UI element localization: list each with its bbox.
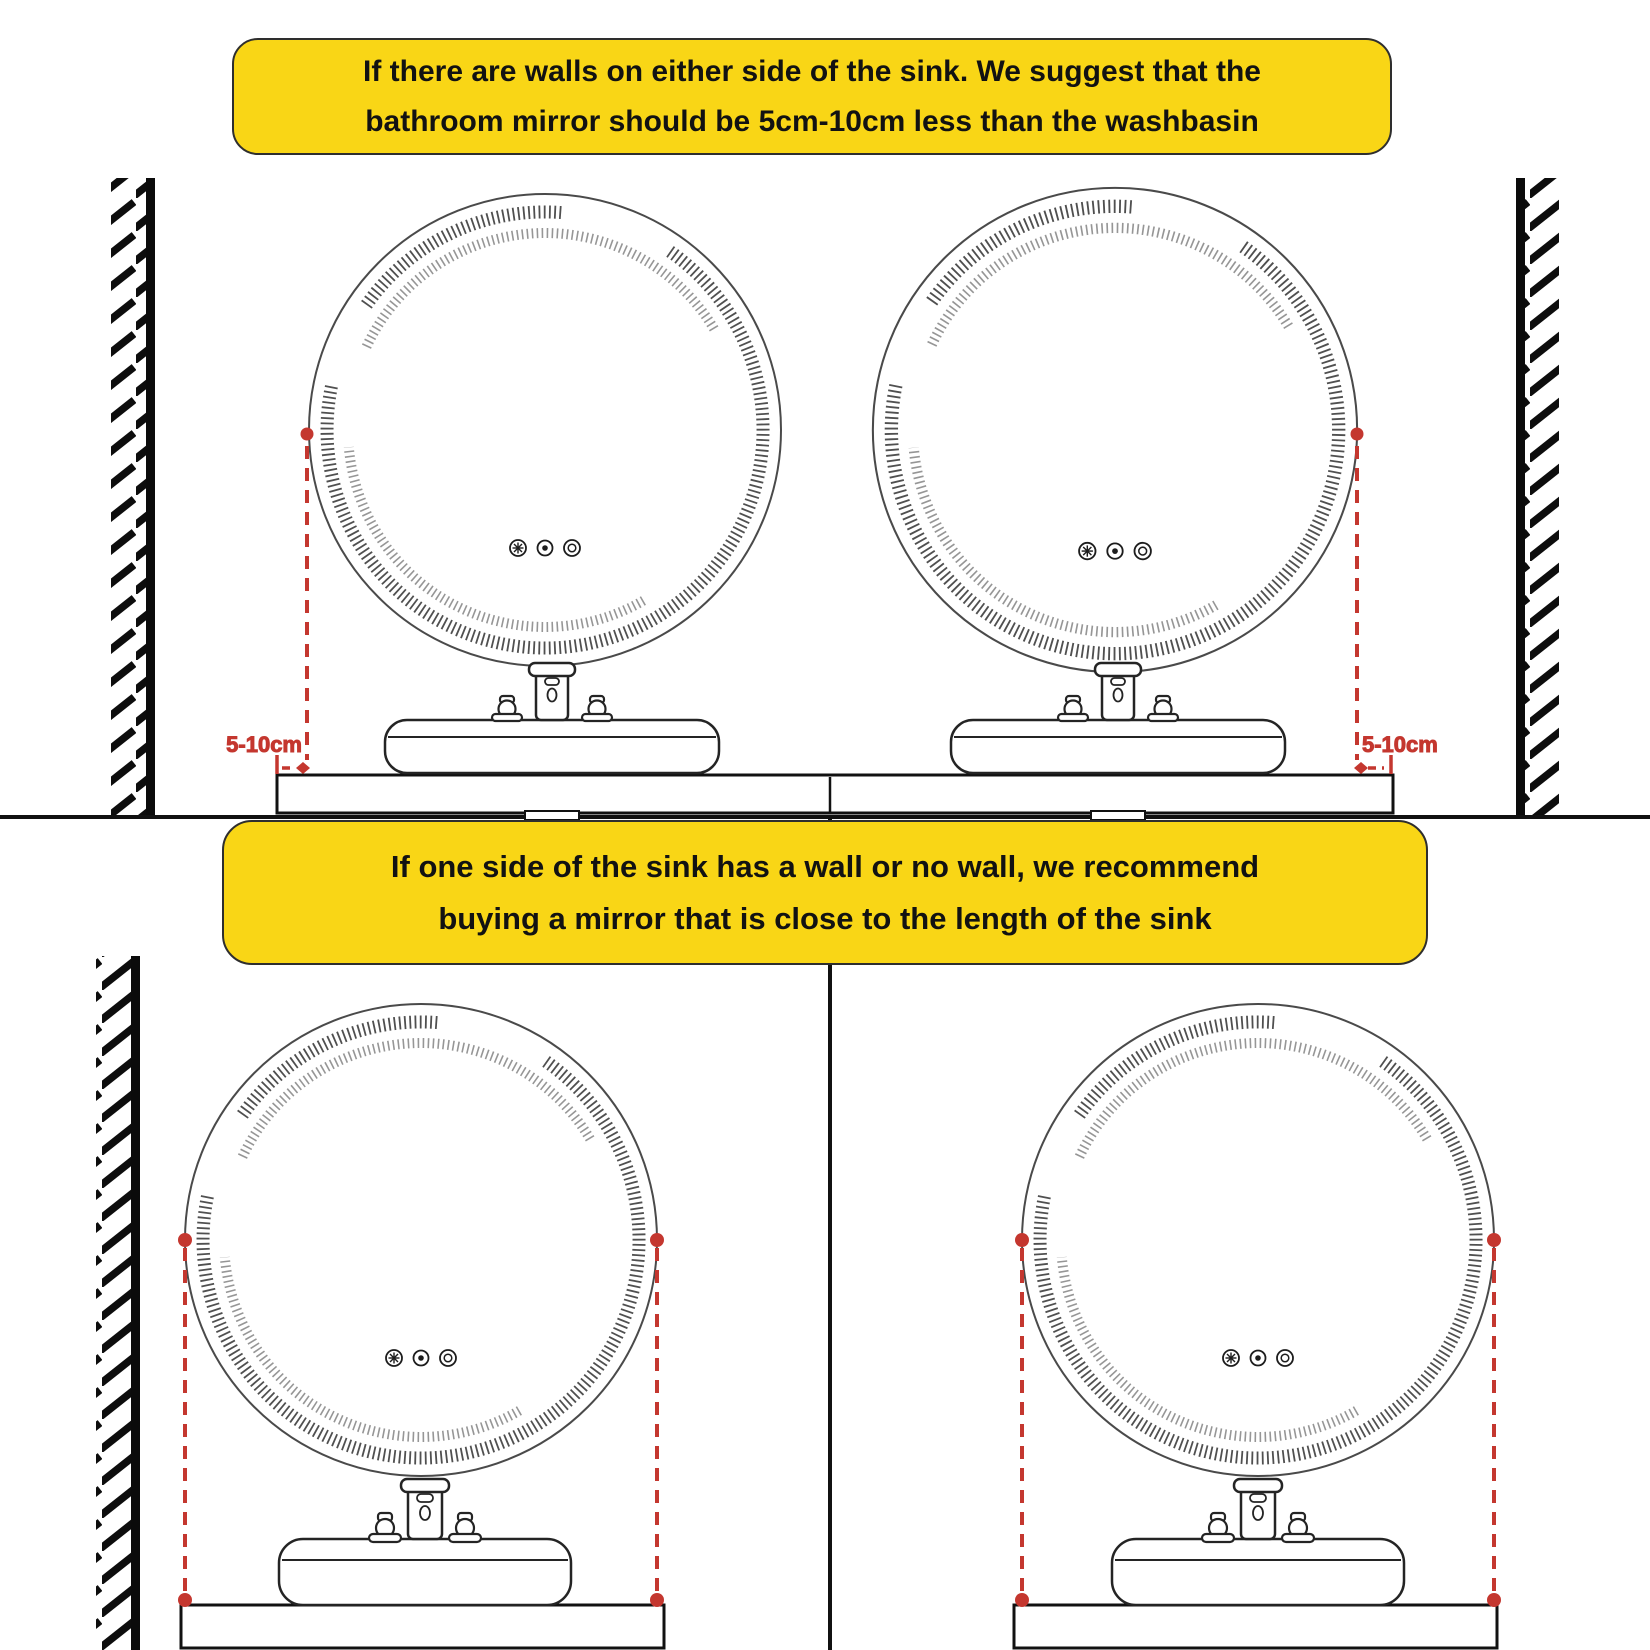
top-left-round-mirror: [309, 194, 781, 666]
mirror-edge-dot: [650, 1233, 664, 1247]
right-wall-hatching: [1525, 178, 1559, 816]
double-vanity-counter: [277, 775, 1393, 813]
mirror-edge-dot: [1015, 1233, 1029, 1247]
bottom-advice-banner: [222, 820, 1428, 965]
bottom-right-sink: [1112, 1479, 1404, 1605]
mirror-edge-dot: [1351, 428, 1364, 441]
mirror-edge-dot: [301, 428, 314, 441]
counter-dot: [178, 1593, 192, 1607]
left-wall-line: [146, 178, 155, 816]
banner-text-line: If there are walls on either side of the sink. We suggest that the: [363, 54, 1261, 88]
top-right-round-mirror: [873, 188, 1357, 672]
right-wall-line: [1516, 178, 1525, 816]
bottom-left-round-mirror: [185, 1004, 657, 1476]
top-left-sink: [385, 663, 719, 773]
counter-dot: [1487, 1593, 1501, 1607]
top-left-dimension: [226, 428, 313, 775]
gap-label: 5-10cm: [1362, 732, 1438, 757]
bottom-left-wall-hatching: [96, 956, 131, 1650]
counter-dot: [1015, 1593, 1029, 1607]
top-advice-banner: [232, 38, 1392, 155]
mirror-edge-dot: [178, 1233, 192, 1247]
left-drain-stub: [525, 811, 579, 820]
banner-text-line: bathroom mirror should be 5cm-10cm less than the washbasin: [365, 104, 1259, 138]
arrowhead: [296, 762, 310, 774]
banner-text-line: buying a mirror that is close to the length of the sink: [438, 900, 1212, 936]
bottom-left-sink: [279, 1479, 571, 1605]
gap-label: 5-10cm: [226, 732, 302, 757]
top-section-diagram: [0, 178, 1650, 820]
left-wall: [111, 178, 155, 816]
counter-dot: [650, 1593, 664, 1607]
mirror-edge-dot: [1487, 1233, 1501, 1247]
banner-text-line: If one side of the sink has a wall or no wall, we recommend: [390, 848, 1260, 884]
right-wall: [1516, 178, 1559, 816]
top-right-sink: [951, 663, 1285, 773]
right-drain-stub: [1091, 811, 1145, 820]
bottom-left-wall-line: [131, 956, 140, 1650]
bottom-right-counter: [1014, 1605, 1497, 1648]
top-right-dimension: [1351, 428, 1438, 775]
bottom-left-wall: [96, 956, 140, 1650]
left-wall-hatching: [111, 178, 146, 816]
bottom-left-counter: [181, 1605, 664, 1648]
bottom-right-round-mirror: [1022, 1004, 1494, 1476]
arrowhead: [1354, 762, 1368, 774]
